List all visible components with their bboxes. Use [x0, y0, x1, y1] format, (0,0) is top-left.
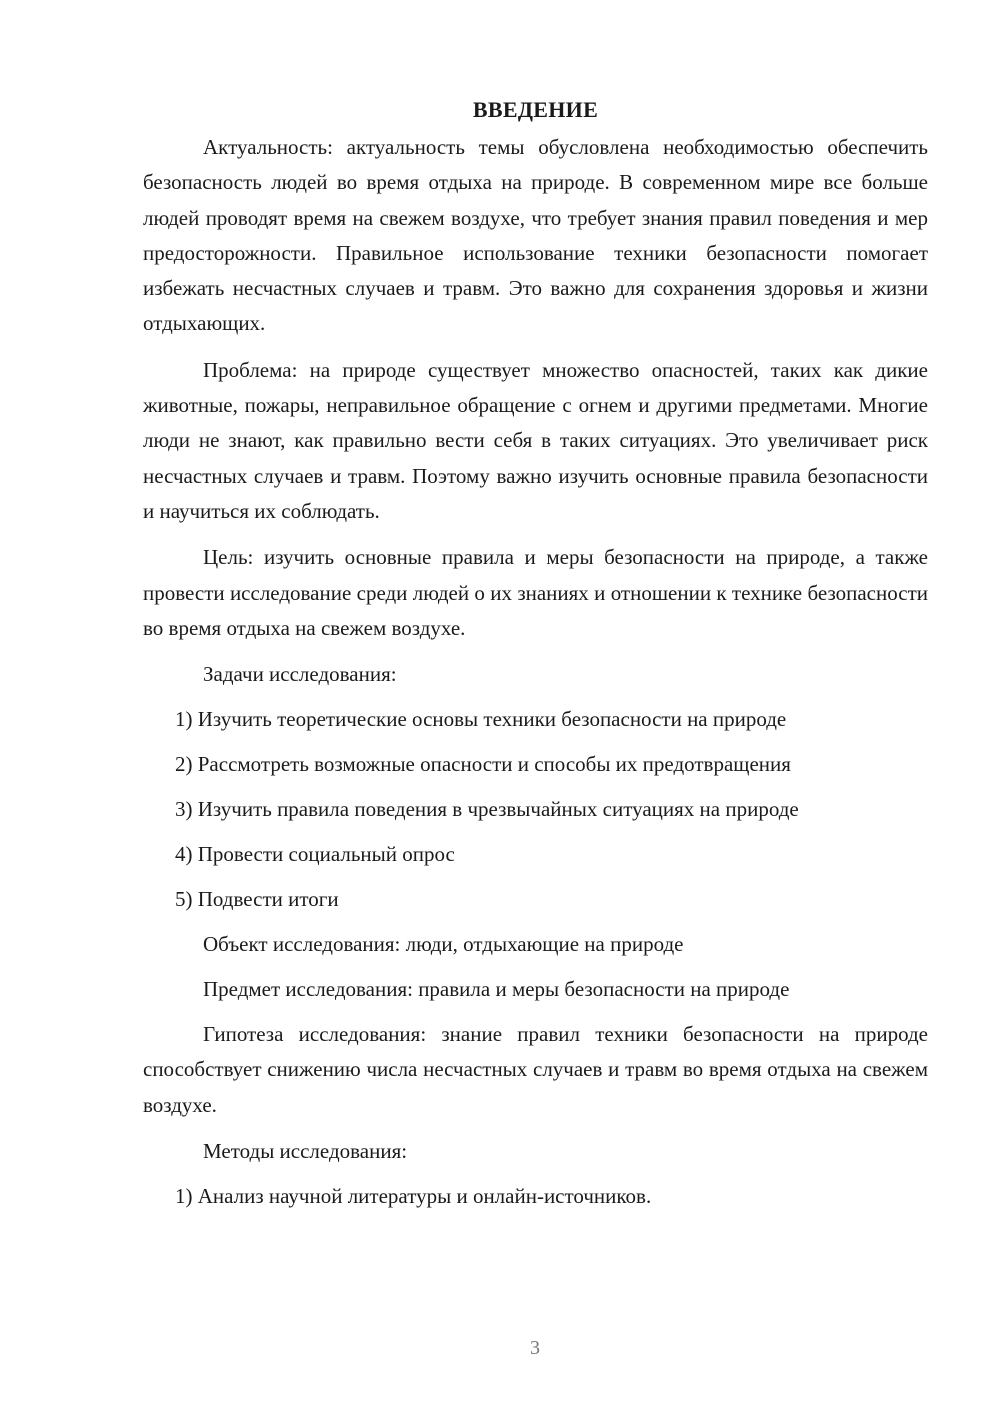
task-item: 5) Подвести итоги [175, 887, 339, 912]
tasks-title: Задачи исследования: [203, 662, 397, 687]
problem-paragraph: Проблема: на природе существует множество опасностей, таких как дикие животные, пожары, неправильное обращение с огнем и другими предметами. Многие люди не знают, как правильно вести себя в таких ситуациях. Это увеличивает риск несчастных случаев и травм. Поэтому важно изучить основные правила безопасности и научиться их соблюдать. [143, 357, 928, 523]
task-item: 2) Рассмотреть возможные опасности и способы их предотвращения [175, 752, 791, 777]
hypothesis-paragraph: Гипотеза исследования: знание правил техники безопасности на природе способствует снижению числа несчастных случаев и травм во время отдыха на свежем воздухе. [143, 1022, 928, 1117]
methods-title: Методы исследования: [203, 1139, 408, 1164]
task-item: 1) Изучить теоретические основы техники безопасности на природе [175, 707, 787, 732]
research-object: Объект исследования: люди, отдыхающие на природе [203, 932, 684, 957]
goal-paragraph: Цель: изучить основные правила и меры безопасности на природе, а также провести исследование среди людей о их знаниях и отношении к технике безопасности во время отдыха на свежем воздухе. [143, 545, 928, 640]
document-page [143, 92, 928, 1224]
relevance-paragraph: Актуальность: актуальность темы обусловлена необходимостью обеспечить безопасность людей во время отдыха на природе. В современном мире все больше людей проводят время на свежем воздухе, что требует знания правил поведения и мер предосторожности. Правильное использование техники безопасности помогает избежать несчастных случаев и травм. Это важно для сохранения здоровья и жизни отдыхающих. [143, 135, 928, 336]
section-heading: ВВЕДЕНИЕ [472, 97, 599, 122]
task-item: 4) Провести социальный опрос [175, 842, 455, 867]
task-item: 3) Изучить правила поведения в чрезвычайных ситуациях на природе [175, 797, 799, 822]
research-subject: Предмет исследования: правила и меры безопасности на природе [203, 977, 790, 1002]
method-item: 1) Анализ научной литературы и онлайн-источников. [175, 1184, 652, 1209]
page-number: 3 [530, 1337, 540, 1359]
